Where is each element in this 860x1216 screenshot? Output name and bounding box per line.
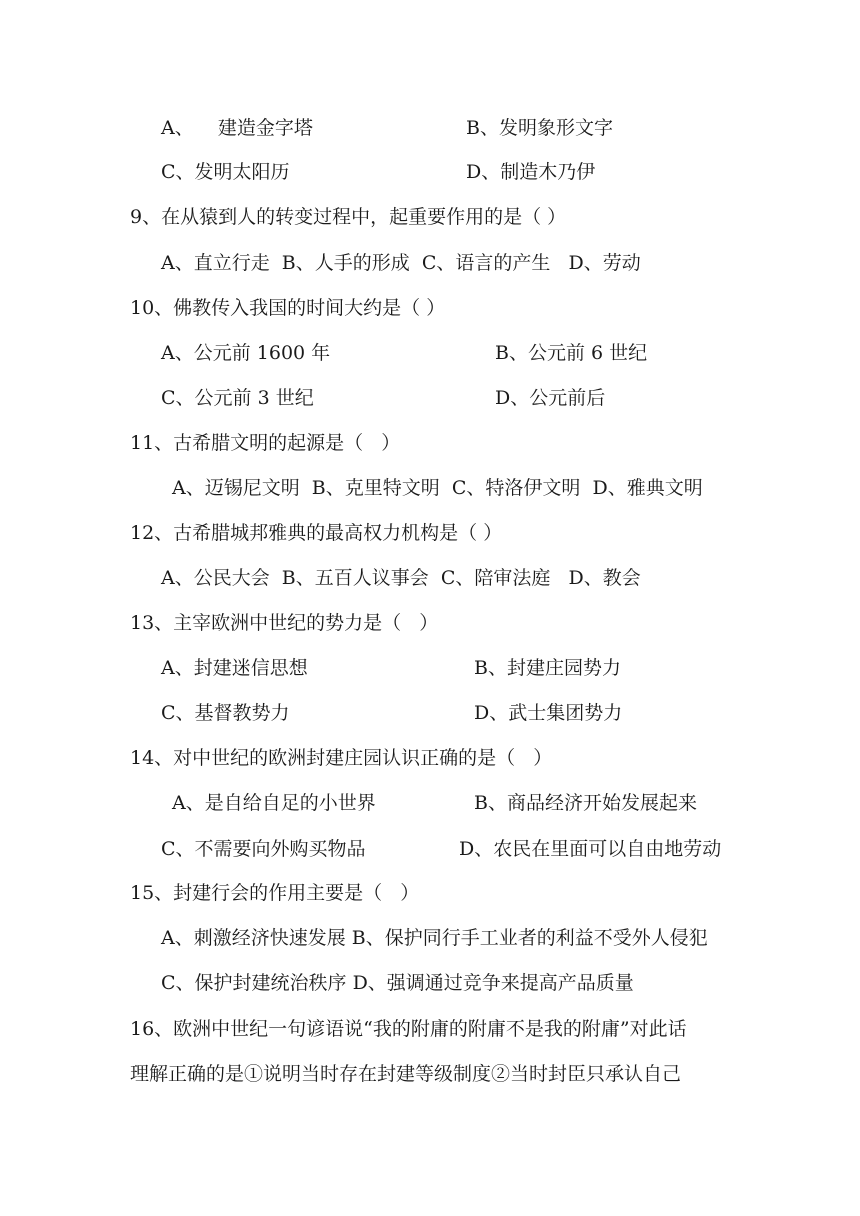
q13-option-b: B、封建庄园势力	[474, 657, 621, 679]
q13-question: 13、主宰欧洲中世纪的势力是（ ）	[130, 612, 439, 634]
q10-option-d: D、公元前后	[495, 387, 606, 409]
q16-question-line1: 16、欧洲中世纪一句谚语说“我的附庸的附庸不是我的附庸”对此话	[130, 1018, 687, 1040]
q15-options-line2: C、保护封建统治秩序 D、强调通过竞争来提高产品质量	[161, 972, 634, 994]
q8-option-c: C、发明太阳历	[161, 161, 290, 183]
q10-option-c: C、公元前 3 世纪	[161, 387, 314, 409]
q9-question: 9、在从猿到人的转变过程中，起重要作用的是（ ）	[130, 206, 567, 228]
q13-option-d: D、武士集团势力	[474, 702, 623, 724]
q10-question: 10、佛教传入我国的时间大约是（ ）	[130, 297, 446, 319]
q14-option-c: C、不需要向外购买物品	[161, 838, 366, 860]
q10-option-a: A、公元前 1600 年	[161, 342, 331, 364]
q14-option-a: A、是自给自足的小世界	[172, 792, 376, 814]
q8-option-a: A、 建造金字塔	[161, 117, 313, 139]
q14-question: 14、对中世纪的欧洲封建庄园认识正确的是（ ）	[130, 747, 553, 769]
q16-question-line2: 理解正确的是①说明当时存在封建等级制度②当时封臣只承认自己	[130, 1063, 682, 1085]
q9-options: A、直立行走 B、人手的形成 C、语言的产生 D、劳动	[161, 252, 641, 274]
q8-option-b: B、发明象形文字	[466, 117, 613, 139]
q14-option-b: B、商品经济开始发展起来	[474, 792, 697, 814]
q11-options: A、迈锡尼文明 B、克里特文明 C、特洛伊文明 D、雅典文明	[172, 477, 703, 499]
q15-question: 15、封建行会的作用主要是（ ）	[130, 882, 420, 904]
q8-option-d: D、制造木乃伊	[466, 161, 596, 183]
q12-question: 12、古希腊城邦雅典的最高权力机构是（ ）	[130, 522, 503, 544]
q12-options: A、公民大会 B、五百人议事会 C、陪审法庭 D、教会	[161, 567, 641, 589]
q15-options-line1: A、刺激经济快速发展 B、保护同行手工业者的利益不受外人侵犯	[161, 927, 708, 949]
q11-question: 11、古希腊文明的起源是（ ）	[130, 432, 401, 454]
q14-option-d: D、农民在里面可以自由地劳动	[459, 838, 722, 860]
q10-option-b: B、公元前 6 世纪	[495, 342, 648, 364]
q13-option-c: C、基督教势力	[161, 702, 290, 724]
q13-option-a: A、封建迷信思想	[161, 657, 308, 679]
